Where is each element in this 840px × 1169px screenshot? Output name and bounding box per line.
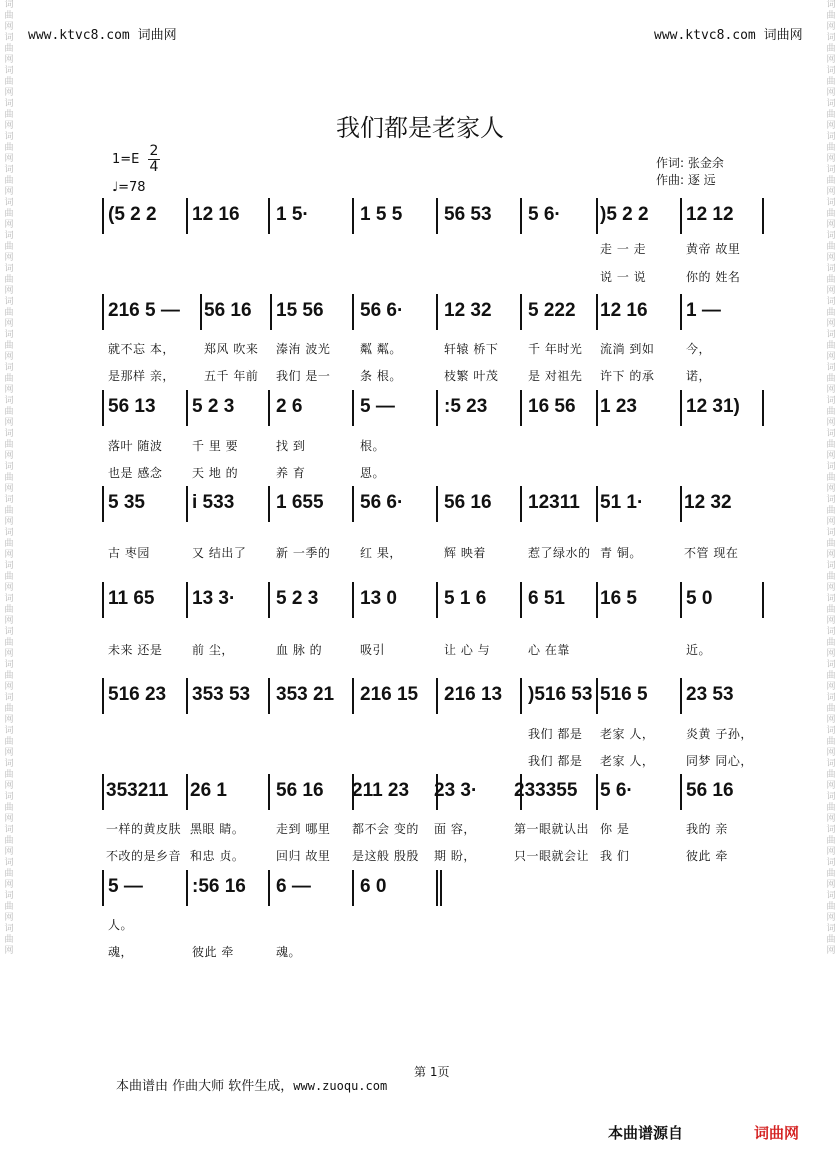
lyric-segment: 心 在靠 [528, 643, 570, 657]
barline [268, 678, 270, 714]
lyric-segment: 枝繁 叶茂 [444, 369, 499, 383]
barline [268, 774, 270, 810]
lyric-segment: 不改的是乡音 [106, 849, 182, 863]
lyric-segment: 青 铜。 [600, 546, 642, 560]
lyric-segment: 恩。 [360, 466, 386, 480]
quarter-note-icon: ♩ [112, 180, 119, 195]
measure-notes: 16 5 [600, 588, 637, 609]
barline [436, 198, 438, 234]
barline [520, 582, 522, 618]
barline [102, 870, 104, 906]
measure-notes: 5 222 [528, 300, 576, 321]
measure-notes: 56 6· [360, 300, 404, 321]
measure-notes: 16 56 [528, 396, 576, 417]
measure-notes: :56 16 [192, 876, 246, 897]
barline [102, 678, 104, 714]
barline [352, 582, 354, 618]
measure-notes: 12 12 [686, 204, 734, 225]
measure-notes: 56 16 [686, 780, 734, 801]
measure-notes: )516 53 [528, 684, 593, 705]
lyric-segment: 千 里 要 [192, 439, 239, 453]
lyric-segment: 同梦 同心， [686, 754, 753, 768]
measure-notes: 5 2 3 [192, 396, 235, 417]
measure-notes: 1 5 5 [360, 204, 403, 225]
barline [436, 678, 438, 714]
lyric-segment: 让 心 与 [444, 643, 491, 657]
measure-notes: )5 2 2 [600, 204, 649, 225]
song-title: 我们都是老家人 [336, 114, 504, 142]
lyric-line [0, 464, 840, 482]
measure-notes: 13 0 [360, 588, 397, 609]
measure-notes: 6 0 [360, 876, 387, 897]
measure-notes: 1 — [686, 300, 721, 321]
time-denominator: 4 [149, 159, 159, 175]
lyric-segment: 炎黄 子孙， [686, 727, 753, 741]
barline [680, 486, 682, 522]
barline [186, 774, 188, 810]
barline [352, 678, 354, 714]
barline [268, 390, 270, 426]
barline [102, 198, 104, 234]
barline [102, 582, 104, 618]
lyric-segment: 一样的黄皮肤 [106, 822, 182, 836]
lyric-segment: 老家 人， [600, 754, 655, 768]
measure-notes: 5 35 [108, 492, 145, 513]
composer-credit: 作曲: 逐 远 [656, 173, 716, 187]
lyric-segment: 找 到 [276, 439, 306, 453]
barline [270, 294, 272, 330]
barline [762, 390, 764, 426]
measure-notes: 2 6 [276, 396, 303, 417]
lyric-segment: 人。 [108, 918, 134, 932]
barline [596, 390, 598, 426]
measure-notes: 13 3· [192, 588, 236, 609]
lyric-segment: 黑眼 睛。 [190, 822, 245, 836]
measure-notes: 12 31) [686, 396, 740, 417]
barline [352, 870, 354, 906]
measure-notes: 12 32 [444, 300, 492, 321]
lyric-segment: 黄帝 故里 [686, 242, 741, 256]
lyric-segment: 只一眼就会让 [514, 849, 590, 863]
lyric-segment: 是那样 亲， [108, 369, 175, 383]
measure-notes: 56 13 [108, 396, 156, 417]
barline [520, 198, 522, 234]
barline [102, 774, 104, 810]
lyric-line [0, 240, 840, 258]
measure-notes: 56 53 [444, 204, 492, 225]
barline [436, 870, 438, 906]
barline [352, 486, 354, 522]
page-number: 第 1页 [414, 1065, 450, 1079]
measure-notes: 516 23 [108, 684, 167, 705]
measure-notes: 516 5 [600, 684, 648, 705]
lyric-segment: 许下 的承 [600, 369, 655, 383]
barline [680, 294, 682, 330]
lyric-line [0, 367, 840, 385]
barline [680, 774, 682, 810]
measure-notes: 5 — [360, 396, 395, 417]
barline [520, 294, 522, 330]
lyric-segment: 我的 亲 [686, 822, 728, 836]
lyric-segment: 新 一季的 [276, 546, 331, 560]
barline [520, 678, 522, 714]
lyric-segment: 血 脉 的 [276, 643, 323, 657]
lyric-segment: 又 结出了 [192, 546, 247, 560]
barline [352, 198, 354, 234]
lyric-line [0, 725, 840, 743]
barline [268, 870, 270, 906]
measure-notes: 5 6· [600, 780, 633, 801]
barline [186, 486, 188, 522]
lyric-segment: 彼此 牵 [686, 849, 728, 863]
side-watermark-right: 词曲网词曲网词曲网词曲网词曲网词曲网词曲网词曲网词曲网词曲网词曲网词曲网词曲网词曲网词曲网词曲网词曲网词曲网词曲网词曲网词曲网词曲网词曲网词曲网词曲网词曲网词曲网词曲网词曲网 [826, 0, 836, 956]
measure-notes: 12311 [528, 492, 580, 513]
barline [268, 198, 270, 234]
lyric-segment: 古 枣园 [108, 546, 150, 560]
lyric-segment: 期 盼， [434, 849, 476, 863]
notation-row [0, 492, 840, 520]
lyric-segment: 红 果， [360, 546, 402, 560]
measure-notes: 216 13 [444, 684, 503, 705]
notation-row [0, 396, 840, 424]
lyric-segment: 辉 映着 [444, 546, 486, 560]
lyric-segment: 走 一 走 [600, 242, 647, 256]
measure-notes: 216 15 [360, 684, 419, 705]
lyric-line [0, 641, 840, 659]
measure-notes: 51 1· [600, 492, 644, 513]
measure-notes: 56 16 [444, 492, 492, 513]
lyric-segment: 流淌 到如 [600, 342, 655, 356]
lyricist-credit: 作词: 张金余 [656, 156, 724, 170]
lyric-segment: 面 容， [434, 822, 476, 836]
measure-notes: :5 23 [444, 396, 488, 417]
measure-notes: 1 23 [600, 396, 637, 417]
notation-row [0, 588, 840, 616]
barline [762, 582, 764, 618]
measure-notes: 56 6· [360, 492, 404, 513]
lyric-segment: 近。 [686, 643, 712, 657]
lyric-segment: 吸引 [360, 643, 386, 657]
measure-notes: 5 2 3 [276, 588, 319, 609]
measure-notes: 56 16 [204, 300, 252, 321]
notation-row [0, 300, 840, 328]
measure-notes: 5 6· [528, 204, 561, 225]
barline [596, 486, 598, 522]
lyric-line [0, 340, 840, 358]
measure-notes: 5 0 [686, 588, 713, 609]
barline [352, 294, 354, 330]
measure-notes: 6 51 [528, 588, 565, 609]
lyric-segment: 根。 [360, 439, 386, 453]
measure-notes: 1 655 [276, 492, 324, 513]
notation-row [0, 204, 840, 232]
measure-notes: 5 1 6 [444, 588, 487, 609]
lyric-segment: 郑风 吹来 [204, 342, 259, 356]
lyric-segment: 也是 感念 [108, 466, 163, 480]
measure-notes: 15 56 [276, 300, 324, 321]
barline [680, 678, 682, 714]
notation-row [0, 876, 840, 904]
barline [596, 582, 598, 618]
lyric-segment: 落叶 随波 [108, 439, 163, 453]
barline [102, 294, 104, 330]
source-brand-logo[interactable]: 词曲网 [754, 1124, 800, 1142]
barline [352, 390, 354, 426]
lyric-segment: 今， [686, 342, 712, 356]
barline [186, 582, 188, 618]
measure-notes: 6 — [276, 876, 311, 897]
measure-notes: (5 2 2 [108, 204, 157, 225]
barline [680, 582, 682, 618]
header-right[interactable] [654, 24, 803, 43]
lyric-segment: 天 地 的 [192, 466, 239, 480]
measure-notes: 353 53 [192, 684, 251, 705]
tempo-value: =78 [118, 180, 146, 195]
lyric-segment: 我们 都是 [528, 727, 583, 741]
measure-notes: 26 1 [190, 780, 227, 801]
barline [186, 870, 188, 906]
barline [102, 390, 104, 426]
lyric-segment: 回归 故里 [276, 849, 331, 863]
lyric-segment: 未来 还是 [108, 643, 163, 657]
generator-url[interactable]: www.zuoqu.com [293, 1079, 388, 1093]
barline [762, 198, 764, 234]
measure-notes: 12 32 [684, 492, 732, 513]
barline [186, 390, 188, 426]
barline [268, 582, 270, 618]
lyric-segment: 你的 姓名 [686, 270, 741, 284]
lyric-segment: 魂。 [276, 945, 302, 959]
lyric-line [0, 847, 840, 865]
lyric-line [0, 943, 840, 961]
barline [200, 294, 202, 330]
lyric-segment: 是这般 殷殷 [352, 849, 419, 863]
measure-notes: 56 16 [276, 780, 324, 801]
side-watermark-left: 词曲网词曲网词曲网词曲网词曲网词曲网词曲网词曲网词曲网词曲网词曲网词曲网词曲网词曲网词曲网词曲网词曲网词曲网词曲网词曲网词曲网词曲网词曲网词曲网词曲网词曲网词曲网词曲网词曲网 [4, 0, 14, 956]
measure-notes: 216 5 — [108, 300, 180, 321]
lyric-segment: 条 根。 [360, 369, 402, 383]
lyric-line [0, 752, 840, 770]
barline [436, 582, 438, 618]
lyric-segment: 魂， [108, 945, 134, 959]
lyric-segment: 不管 现在 [684, 546, 739, 560]
lyric-line [0, 820, 840, 838]
notation-row [0, 780, 840, 808]
measure-notes: i 533 [192, 492, 235, 513]
lyric-segment: 我 们 [600, 849, 630, 863]
footer-generator [116, 1075, 387, 1094]
site-url-right[interactable]: www.ktvc8.com [654, 28, 756, 43]
barline [268, 486, 270, 522]
measure-notes: 1 5· [276, 204, 309, 225]
measure-notes: 211 23 [352, 780, 410, 801]
source-label: 本曲谱源自 [608, 1124, 684, 1142]
notation-row [0, 684, 840, 712]
lyric-segment: 说 一 说 [600, 270, 647, 284]
lyric-segment: 诺， [686, 369, 712, 383]
measure-notes: 233355 [514, 780, 578, 801]
barline [186, 678, 188, 714]
lyric-segment: 五千 年前 [204, 369, 259, 383]
barline [596, 198, 598, 234]
lyric-segment: 我们 都是 [528, 754, 583, 768]
generator-text: 本曲谱由 作曲大师 软件生成， [116, 1079, 294, 1094]
measure-notes: 353 21 [276, 684, 335, 705]
measure-notes: 11 65 [108, 588, 155, 609]
lyric-line [0, 916, 840, 934]
lyric-segment: 千 年时光 [528, 342, 583, 356]
lyric-line [0, 544, 840, 562]
lyric-segment: 都不会 变的 [352, 822, 419, 836]
site-label-left[interactable]: 词曲网 [137, 28, 177, 43]
measure-notes: 12 16 [192, 204, 240, 225]
barline [520, 486, 522, 522]
header-left[interactable] [28, 24, 177, 43]
measure-notes: 12 16 [600, 300, 648, 321]
lyric-segment: 粼 粼。 [360, 342, 402, 356]
barline [596, 774, 598, 810]
barline [436, 486, 438, 522]
tempo-marking [112, 180, 146, 195]
barline [680, 390, 682, 426]
barline [520, 390, 522, 426]
barline [102, 486, 104, 522]
barline [596, 294, 598, 330]
lyric-segment: 我们 是一 [276, 369, 331, 383]
barline [680, 198, 682, 234]
lyric-segment: 惹了绿水的 [528, 546, 591, 560]
lyric-line [0, 268, 840, 286]
lyric-segment: 和忠 贞。 [190, 849, 245, 863]
measure-notes: 23 53 [686, 684, 734, 705]
time-numerator: 2 [149, 143, 159, 159]
lyric-segment: 是 对祖先 [528, 369, 583, 383]
barline [440, 870, 442, 906]
barline [596, 678, 598, 714]
measure-notes: 23 3· [434, 780, 478, 801]
measure-notes: 353211 [106, 780, 169, 801]
barline [186, 198, 188, 234]
lyric-segment: 彼此 牵 [192, 945, 234, 959]
lyric-line [0, 437, 840, 455]
lyric-segment: 溱洧 波光 [276, 342, 331, 356]
lyric-segment: 前 尘， [192, 643, 234, 657]
lyric-segment: 就不忘 本， [108, 342, 175, 356]
site-label-right[interactable]: 词曲网 [763, 28, 803, 43]
barline [436, 390, 438, 426]
lyric-segment: 老家 人， [600, 727, 655, 741]
lyric-segment: 养 育 [276, 466, 306, 480]
site-url-left[interactable]: www.ktvc8.com [28, 28, 130, 43]
key-signature: 1=E [112, 152, 140, 167]
time-signature [148, 144, 160, 175]
barline [436, 294, 438, 330]
lyric-segment: 走到 哪里 [276, 822, 331, 836]
measure-notes: 5 — [108, 876, 143, 897]
lyric-segment: 第一眼就认出 [514, 822, 590, 836]
lyric-segment: 轩辕 桥下 [444, 342, 499, 356]
lyric-segment: 你 是 [600, 822, 630, 836]
